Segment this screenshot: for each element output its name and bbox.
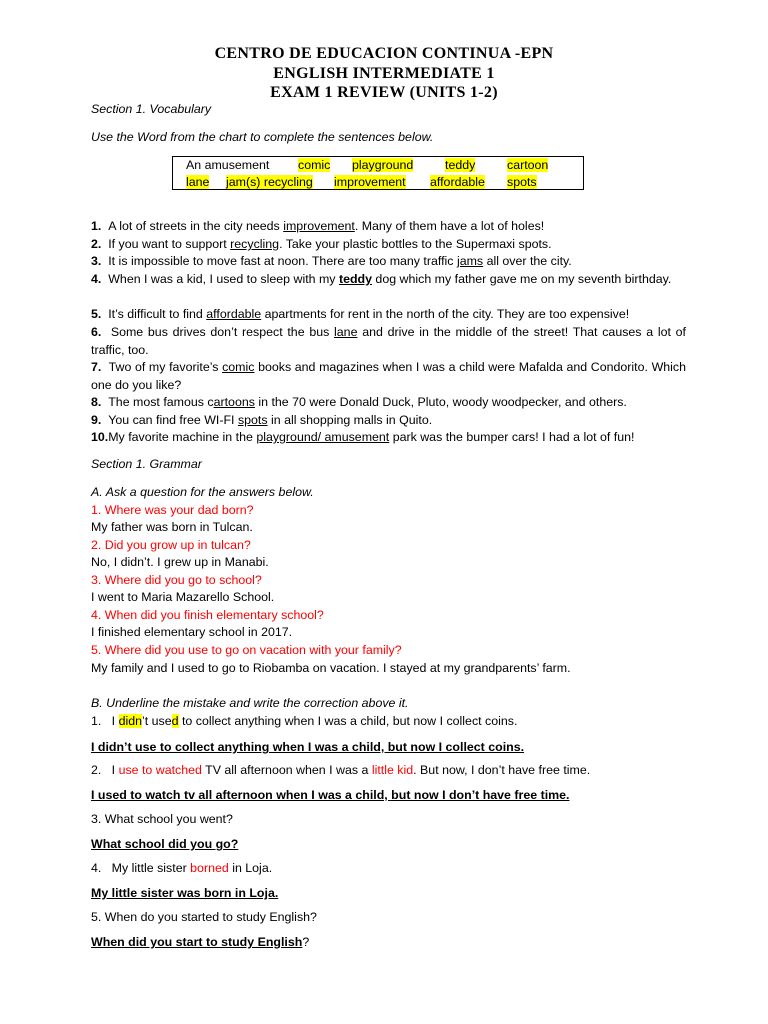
answer-word: recycling [230,237,280,251]
vocab-sentence: 8. The most famous cartoons in the 70 were Donald Duck, Pluto, woody woodpecker, and others. [91,395,627,409]
question: 5. Where did you use to go on vacation with your family? [91,643,402,657]
answer: I finished elementary school in 2017. [91,625,293,639]
mistake-sentence: 2. I use to watched TV all afternoon when I was a little kid. But now, I don’t have free time. [91,763,591,777]
answer: No, I didn’t. I grew up in Manabi. [91,555,269,569]
answer-word: teddy [338,272,372,286]
correction: When did you start to study English? [91,935,310,949]
mistake-sentence: 3. What school you went? [91,812,233,826]
header-line-3: EXAM 1 REVIEW (UNITS 1-2) [270,84,498,101]
question: 3. Where did you go to school? [91,573,262,587]
mistake-text: little kid [371,763,414,777]
vocab-sentence: 4. When I was a kid, I used to sleep with my teddy dog which my father gave me on my seventh birthday. [91,272,672,286]
chart-word: playground [352,158,414,172]
highlighted-mistake: d [171,714,179,728]
correction: I used to watch tv all afternoon when I was a child, but now I don’t have free time. [91,788,570,802]
chart-word: cartoon [507,158,549,172]
highlighted-mistake: didn [118,714,142,728]
vocab-sentence: 3. It is impossible to move fast at noon. There are too many traffic jams all over the city. [91,254,572,268]
vocab-sentence: 1. A lot of streets in the city needs improvement. Many of them have a lot of holes! [91,219,545,233]
mistake-sentence: 4. My little sister borned in Loja. [91,861,273,875]
question: 2. Did you grow up in tulcan? [91,538,251,552]
answer-word: jams [456,254,484,268]
mistake-text: borned [190,861,229,875]
answer-word: affordable [206,307,262,321]
answer-word: improvement [283,219,355,233]
header-line-2: ENGLISH INTERMEDIATE 1 [273,64,495,82]
chart-word: teddy [445,158,476,172]
vocab-instruction: Use the Word from the chart to complete the sentences below. [91,130,434,144]
mistake-sentence: 5. When do you started to study English? [91,910,317,924]
vocab-section-title: Section 1. Vocabulary [91,102,212,116]
mistake-text: use to watched [118,763,202,777]
chart-word: An amusement [186,158,270,172]
vocab-sentence: 5. It’s difficult to find affordable apartments for rent in the north of the city. They are too expensive! [91,307,630,321]
grammar-section-title: Section 1. Grammar [91,457,202,471]
question: 4. When did you finish elementary school? [91,608,324,622]
chart-word: jam(s) recycling [226,175,313,189]
answer-word: lane [334,325,358,339]
correction: My little sister was born in Loja. [91,886,279,900]
page-header [0,44,768,103]
chart-word: improvement [334,175,406,189]
vocab-sentence: 2. If you want to support recycling. Take your plastic bottles to the Supermaxi spots. [91,237,552,251]
part-a-instruction: A. Ask a question for the answers below. [91,485,314,499]
correction: I didn’t use to collect anything when I was a child, but now I collect coins. [91,740,525,754]
answer: My father was born in Tulcan. [91,520,253,534]
answer-word: comic [222,360,255,374]
vocab-sentence: 10.My favorite machine in the playground/ amusement park was the bumper cars! I had a lot of fun! [91,430,635,444]
answer: My family and I used to go to Riobamba on vacation. I stayed at my grandparents’ farm. [91,661,571,675]
part-b-instruction: B. Underline the mistake and write the correction above it. [91,696,409,710]
chart-word: lane [186,175,210,189]
answer-word: spots [237,413,268,427]
correction: What school did you go? [91,837,239,851]
chart-word: comic [298,158,331,172]
answer-word: artoons [213,395,255,409]
mistake-sentence: 1. I didn’t used to collect anything when I was a child, but now I collect coins. [91,714,518,728]
header-line-1: CENTRO DE EDUCACION CONTINUA -EPN [214,45,554,62]
vocab-sentence: 7. Two of my favorite’s comic books and magazines when I was a child were Mafalda and Condorito. Which one do you like? [91,360,686,392]
chart-word: affordable [430,175,485,189]
answer-word: playground/ amusement [256,430,390,444]
chart-word: spots [507,175,537,189]
question: 1. Where was your dad born? [91,503,254,517]
word-chart [172,156,584,190]
vocab-sentence: 9. You can find free WI-FI spots in all shopping malls in Quito. [91,413,433,427]
vocab-sentence: 6. Some bus drives don’t respect the bus lane and drive in the middle of the street! That causes a lot of traffic, too. [91,325,686,357]
answer: I went to Maria Mazarello School. [91,590,275,604]
